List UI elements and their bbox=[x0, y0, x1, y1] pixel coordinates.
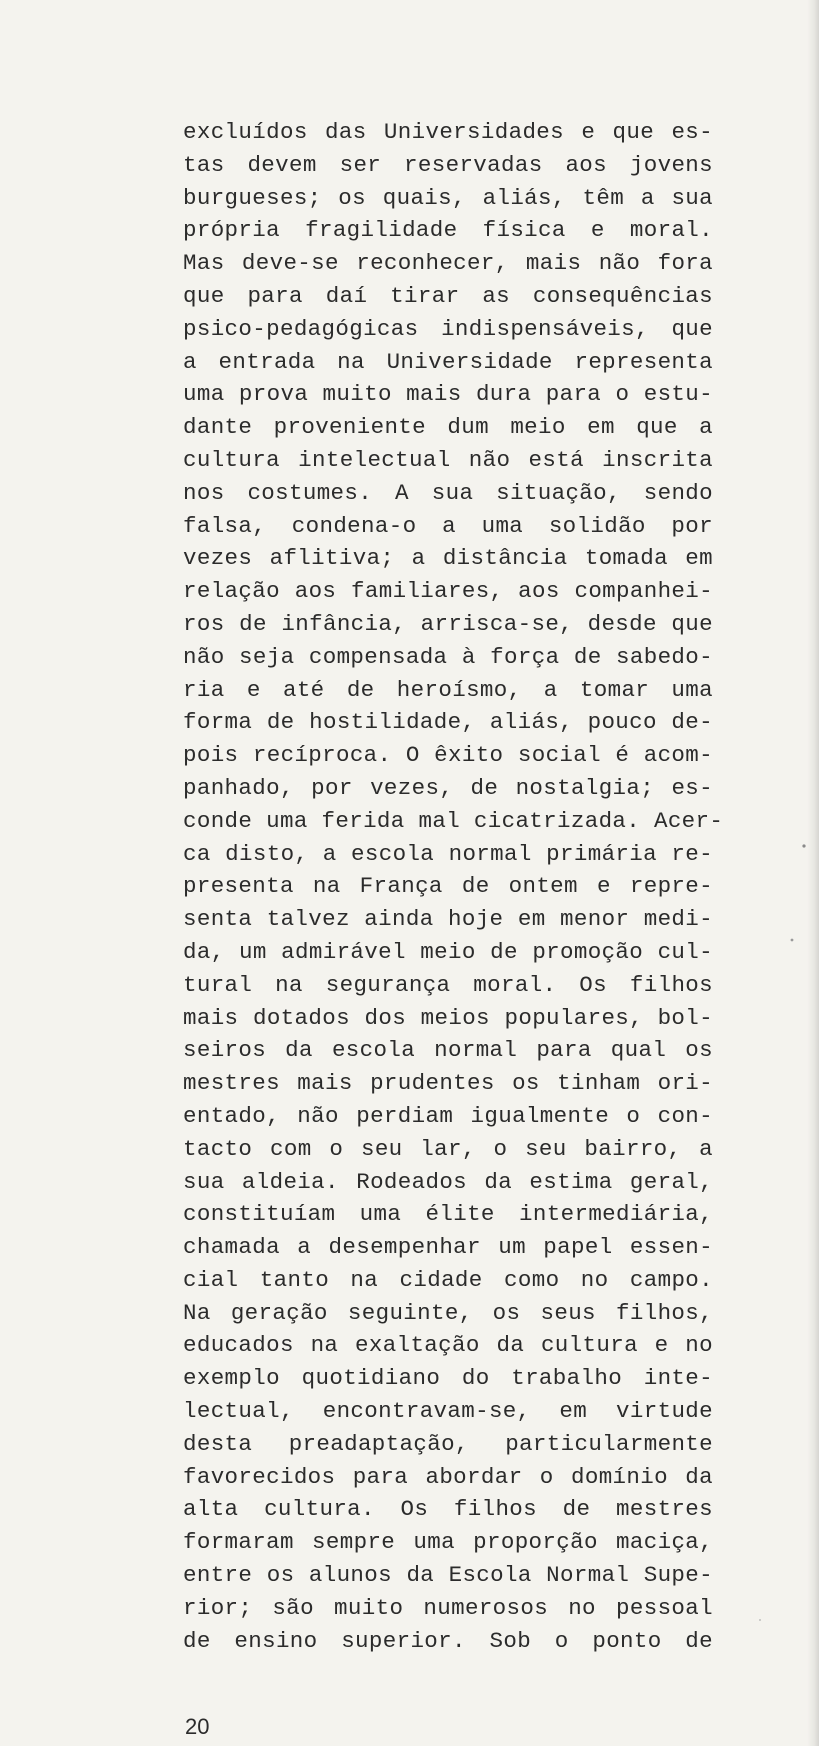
text-line: dante proveniente dum meio em que a bbox=[183, 414, 713, 441]
text-line: a entrada na Universidade representa bbox=[183, 348, 713, 375]
text-line: de ensino superior. Sob o ponto de bbox=[183, 1627, 713, 1654]
body-text bbox=[183, 116, 724, 1657]
text-line: cial tanto na cidade como no campo. bbox=[183, 1266, 713, 1293]
text-line: burgueses; os quais, aliás, têm a sua bbox=[183, 184, 713, 211]
text-line: vezes aflitiva; a distância tomada em bbox=[183, 545, 713, 572]
text-line: constituíam uma élite intermediária, bbox=[183, 1201, 713, 1228]
text-line: pois recíproca. O êxito social é acom- bbox=[183, 742, 713, 769]
text-line: desta preadaptação, particularmente bbox=[183, 1430, 713, 1457]
text-line: mais dotados dos meios populares, bol- bbox=[183, 1004, 713, 1031]
text-line: própria fragilidade física e moral. bbox=[183, 217, 713, 244]
text-line: sua aldeia. Rodeados da estima geral, bbox=[183, 1168, 713, 1195]
text-line: ros de infância, arrisca-se, desde que bbox=[183, 610, 713, 637]
text-line: ca disto, a escola normal primária re- bbox=[183, 840, 713, 867]
text-line: não seja compensada à força de sabedo- bbox=[183, 643, 713, 670]
text-line: nos costumes. A sua situação, sendo bbox=[183, 479, 713, 506]
text-line: alta cultura. Os filhos de mestres bbox=[183, 1496, 713, 1523]
text-line: conde uma ferida mal cicatrizada. Acer- bbox=[183, 807, 724, 834]
text-line: que para daí tirar as consequências bbox=[183, 282, 713, 309]
text-line: rior; são muito numerosos no pessoal bbox=[183, 1594, 713, 1621]
text-line: favorecidos para abordar o domínio da bbox=[183, 1463, 713, 1490]
text-line: tacto com o seu lar, o seu bairro, a bbox=[183, 1135, 713, 1162]
text-line: excluídos das Universidades e que es- bbox=[183, 119, 713, 145]
page-number: 20 bbox=[185, 1714, 210, 1739]
text-line: panhado, por vezes, de nostalgia; es- bbox=[183, 774, 713, 801]
text-line: uma prova muito mais dura para o estu- bbox=[183, 381, 713, 408]
text-line: tural na segurança moral. Os filhos bbox=[183, 971, 713, 998]
text-line: senta talvez ainda hoje em menor medi- bbox=[183, 906, 713, 933]
text-line: falsa, condena-o a uma solidão por bbox=[183, 512, 713, 539]
text-line: entado, não perdiam igualmente o con- bbox=[183, 1102, 713, 1129]
text-line: exemplo quotidiano do trabalho inte- bbox=[183, 1365, 713, 1392]
text-line: forma de hostilidade, aliás, pouco de- bbox=[183, 709, 713, 736]
text-line: entre os alunos da Escola Normal Supe- bbox=[183, 1562, 713, 1589]
text-line: cultura intelectual não está inscrita bbox=[183, 446, 713, 473]
text-line: Mas deve-se reconhecer, mais não fora bbox=[183, 250, 713, 277]
text-line: seiros da escola normal para qual os bbox=[183, 1037, 713, 1064]
text-line: chamada a desempenhar um papel essen- bbox=[183, 1234, 713, 1261]
text-line: lectual, encontravam-se, em virtude bbox=[183, 1398, 713, 1425]
text-line: presenta na França de ontem e repre- bbox=[183, 873, 713, 900]
text-line: psico-pedagógicas indispensáveis, que bbox=[183, 315, 713, 342]
text-line: educados na exaltação da cultura e no bbox=[183, 1332, 713, 1359]
text-line: ria e até de heroísmo, a tomar uma bbox=[183, 676, 713, 703]
text-line: relação aos familiares, aos companhei- bbox=[183, 578, 713, 605]
text-line: tas devem ser reservadas aos jovens bbox=[183, 151, 713, 178]
text-line: mestres mais prudentes os tinham ori- bbox=[183, 1070, 713, 1097]
text-line: Na geração seguinte, os seus filhos, bbox=[183, 1299, 713, 1326]
text-line: da, um admirável meio de promoção cul- bbox=[183, 938, 713, 965]
text-line: formaram sempre uma proporção maciça, bbox=[183, 1529, 713, 1556]
